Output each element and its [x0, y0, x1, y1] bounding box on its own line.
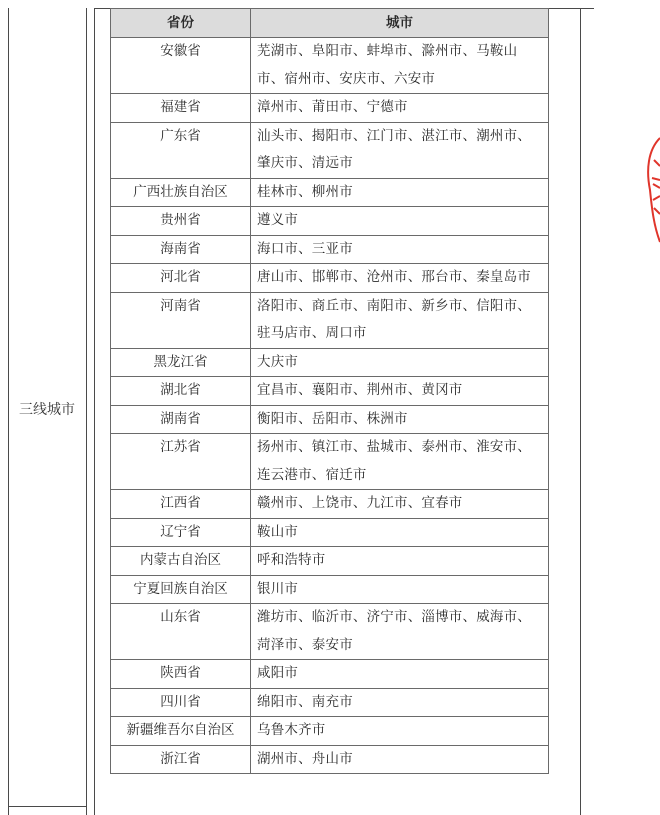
province-cell: 江西省	[111, 490, 251, 519]
cities-cell: 赣州市、上饶市、九江市、宜春市	[251, 490, 549, 519]
table-row	[111, 235, 549, 264]
official-seal-stamp	[640, 130, 660, 250]
cities-cell: 乌鲁木齐市	[251, 717, 549, 746]
table-row	[111, 745, 549, 774]
province-cell: 辽宁省	[111, 518, 251, 547]
province-cell: 福建省	[111, 94, 251, 123]
cities-cell: 芜湖市、阜阳市、蚌埠市、滁州市、马鞍山市、宿州市、安庆市、六安市	[251, 38, 549, 94]
cities-cell: 遵义市	[251, 207, 549, 236]
table-body	[111, 38, 549, 774]
province-cell: 河南省	[111, 292, 251, 348]
cities-cell: 湖州市、舟山市	[251, 745, 549, 774]
outer-divider-line-2	[94, 8, 95, 815]
table-row	[111, 292, 549, 348]
province-cell: 安徽省	[111, 38, 251, 94]
province-cell: 海南省	[111, 235, 251, 264]
seal-arc	[648, 138, 660, 242]
table-row	[111, 717, 549, 746]
seal-mark-1	[654, 160, 660, 166]
cities-cell: 绵阳市、南充市	[251, 688, 549, 717]
city-table	[110, 8, 549, 774]
table-row	[111, 490, 549, 519]
table-row	[111, 688, 549, 717]
province-cell: 黑龙江省	[111, 348, 251, 377]
province-cell: 湖南省	[111, 405, 251, 434]
city-header: 城市	[251, 9, 549, 38]
province-cell: 四川省	[111, 688, 251, 717]
seal-mark-2	[652, 178, 660, 188]
cities-cell: 衡阳市、岳阳市、株洲市	[251, 405, 549, 434]
cities-cell: 海口市、三亚市	[251, 235, 549, 264]
table-row	[111, 575, 549, 604]
table-row	[111, 94, 549, 123]
cities-cell: 潍坊市、临沂市、济宁市、淄博市、威海市、菏泽市、泰安市	[251, 604, 549, 660]
table-row	[111, 348, 549, 377]
province-cell: 内蒙古自治区	[111, 547, 251, 576]
table-row	[111, 604, 549, 660]
cities-cell: 宜昌市、襄阳市、荆州市、黄冈市	[251, 377, 549, 406]
cities-cell: 扬州市、镇江市、盐城市、泰州市、淮安市、连云港市、宿迁市	[251, 434, 549, 490]
province-cell: 广西壮族自治区	[111, 178, 251, 207]
cities-cell: 漳州市、莆田市、宁德市	[251, 94, 549, 123]
cities-cell: 大庆市	[251, 348, 549, 377]
cities-cell: 桂林市、柳州市	[251, 178, 549, 207]
province-cell: 浙江省	[111, 745, 251, 774]
header-row	[111, 9, 549, 38]
outer-divider-line	[86, 8, 87, 815]
table-row	[111, 377, 549, 406]
province-header: 省份	[111, 9, 251, 38]
table-row	[111, 518, 549, 547]
province-cell: 贵州省	[111, 207, 251, 236]
table-row	[111, 660, 549, 689]
cities-cell: 汕头市、揭阳市、江门市、湛江市、潮州市、肇庆市、清远市	[251, 122, 549, 178]
table-row	[111, 38, 549, 94]
table-row	[111, 122, 549, 178]
tier-label: 三线城市	[19, 402, 75, 418]
table-row	[111, 405, 549, 434]
cities-cell: 咸阳市	[251, 660, 549, 689]
province-cell: 新疆维吾尔自治区	[111, 717, 251, 746]
province-cell: 宁夏回族自治区	[111, 575, 251, 604]
cities-cell: 洛阳市、商丘市、南阳市、新乡市、信阳市、驻马店市、周口市	[251, 292, 549, 348]
province-cell: 山东省	[111, 604, 251, 660]
cities-cell: 鞍山市	[251, 518, 549, 547]
cities-cell: 银川市	[251, 575, 549, 604]
table-row	[111, 178, 549, 207]
table-row	[111, 207, 549, 236]
table-row	[111, 547, 549, 576]
table-row	[111, 264, 549, 293]
outer-right-border	[580, 8, 581, 815]
province-cell: 江苏省	[111, 434, 251, 490]
table-row	[111, 434, 549, 490]
seal-mark-3	[653, 196, 660, 214]
cities-cell: 呼和浩特市	[251, 547, 549, 576]
cities-cell: 唐山市、邯郸市、沧州市、邢台市、秦皇岛市	[251, 264, 549, 293]
province-cell: 陕西省	[111, 660, 251, 689]
province-cell: 湖北省	[111, 377, 251, 406]
province-cell: 河北省	[111, 264, 251, 293]
province-cell: 广东省	[111, 122, 251, 178]
